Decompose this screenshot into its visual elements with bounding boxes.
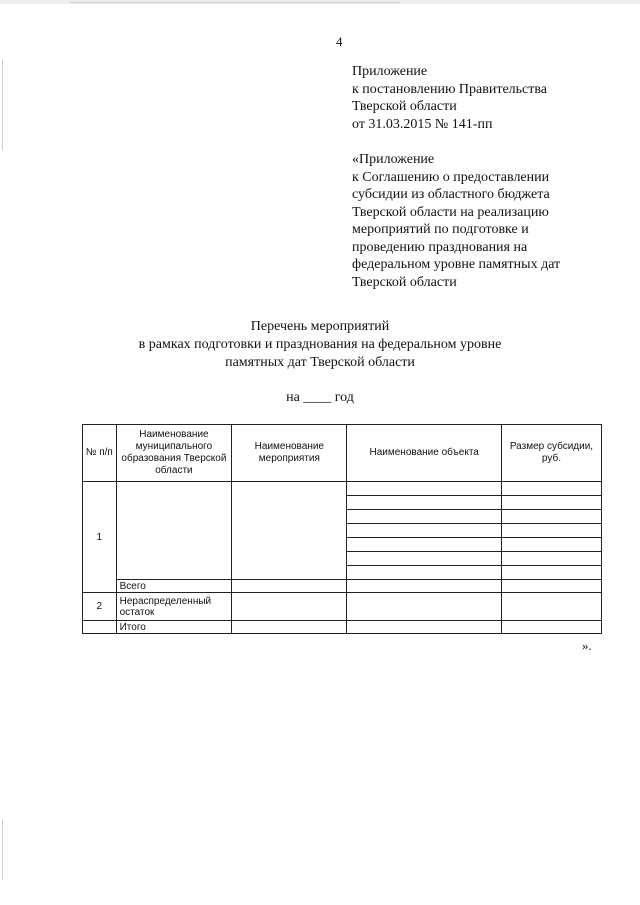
subsidy-cell — [501, 552, 601, 566]
object-cell — [347, 496, 501, 510]
header-municipality: Наименование муниципального образования Тверской области — [116, 425, 232, 482]
annex-header — [352, 63, 632, 133]
title-line-2: в рамках подготовки и празднования на федеральном уровне — [138, 337, 502, 352]
events-table — [82, 424, 602, 634]
object-cell — [347, 524, 501, 538]
total-label: Всего — [116, 580, 232, 593]
grand-total-subsidy-cell — [501, 621, 601, 634]
annex-line: от 31.03.2015 № 141-пп — [352, 116, 493, 132]
inner-annex-line: проведению празднования на — [352, 239, 528, 255]
subsidy-cell — [501, 496, 601, 510]
document-title — [0, 318, 640, 372]
total-row — [83, 580, 602, 593]
subsidy-cell — [501, 538, 601, 552]
closing-quote: ». — [582, 638, 592, 653]
margin-mark — [2, 820, 3, 880]
grand-total-object-cell — [347, 621, 501, 634]
table-row — [83, 482, 602, 496]
total-subsidy-cell — [501, 580, 601, 593]
header-object: Наименование объекта — [347, 425, 501, 482]
page-number: 4 — [336, 34, 343, 49]
inner-annex-line: «Приложение — [352, 152, 435, 167]
subsidy-cell — [501, 524, 601, 538]
total-event-cell — [232, 580, 347, 593]
inner-annex-line: мероприятий по подготовке и — [352, 222, 529, 237]
inner-annex-line: субсидии из областного бюджета — [352, 187, 550, 202]
inner-annex-line: к Соглашению о предоставлении — [352, 169, 550, 185]
grand-total-row — [83, 621, 602, 634]
unallocated-subsidy-cell — [501, 593, 601, 621]
annex-line: Приложение — [352, 64, 428, 79]
object-cell — [347, 482, 501, 496]
annex-line: к постановлению Правительства — [352, 81, 548, 97]
header-event: Наименование мероприятия — [232, 425, 347, 482]
unallocated-object-cell — [347, 593, 501, 621]
subsidy-cell — [501, 482, 601, 496]
municipality-cell — [116, 482, 232, 580]
event-cell — [232, 482, 347, 580]
object-cell — [347, 510, 501, 524]
row-number: 2 — [83, 593, 117, 621]
header-subsidy: Размер субсидии, руб. — [501, 425, 601, 482]
grand-total-event-cell — [232, 621, 347, 634]
title-line-3: памятных дат Тверской области — [225, 355, 415, 370]
inner-annex-line: Тверской области — [352, 274, 457, 290]
scan-artifact-line — [70, 2, 400, 3]
year-line: на ____ год — [286, 390, 354, 405]
object-cell — [347, 538, 501, 552]
object-cell — [347, 566, 501, 580]
inner-annex-line: Тверской области на реализацию — [352, 204, 549, 220]
unallocated-event-cell — [232, 593, 347, 621]
row-number: 1 — [83, 482, 117, 593]
inner-annex-line: федеральном уровне памятных дат — [352, 257, 561, 272]
annex-line: Тверской области — [352, 99, 457, 114]
unallocated-row — [83, 593, 602, 621]
inner-annex-header — [352, 151, 632, 291]
table-header-row — [83, 425, 602, 482]
title-line-1: Перечень мероприятий — [250, 319, 390, 334]
grand-total-num-cell — [83, 621, 117, 634]
subsidy-cell — [501, 510, 601, 524]
margin-mark — [2, 60, 3, 150]
header-num: № п/п — [83, 425, 117, 482]
total-object-cell — [347, 580, 501, 593]
unallocated-label: Нераспределенный остаток — [116, 593, 232, 621]
grand-total-label: Итого — [116, 621, 232, 634]
subsidy-cell — [501, 566, 601, 580]
object-cell — [347, 552, 501, 566]
